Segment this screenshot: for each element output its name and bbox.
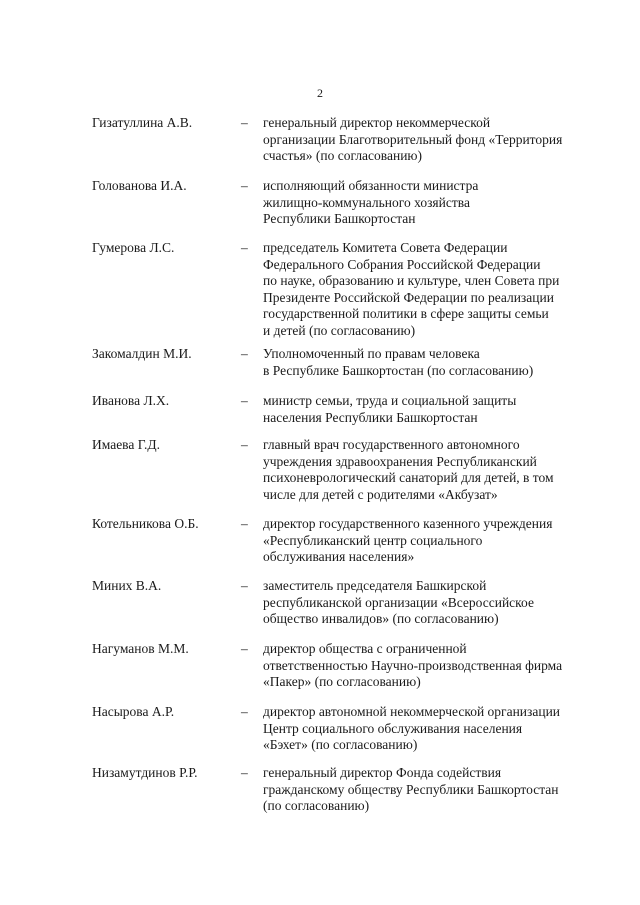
dash-separator: – xyxy=(241,178,248,193)
dash-separator: – xyxy=(241,765,248,780)
member-name: Гизатуллина А.В. xyxy=(92,115,193,130)
member-position: Уполномоченный по правам человека в Республике Башкортостан (по согласованию) xyxy=(263,346,534,378)
member-position: генеральный директор некоммерческой организации Благотворительный фонд «Территория счастья» (по согласованию) xyxy=(263,115,563,163)
member-name: Низамутдинов Р.Р. xyxy=(92,765,198,780)
member-position: министр семьи, труда и социальной защиты населения Республики Башкортостан xyxy=(263,393,517,425)
dash-separator: – xyxy=(241,393,248,408)
dash-separator: – xyxy=(241,437,248,452)
member-position: директор общества с ограниченной ответственностью Научно-производственная фирма «Пакер» (по согласованию) xyxy=(263,641,563,689)
member-position: заместитель председателя Башкирской республиканской организации «Всероссийское общество инвалидов» (по согласованию) xyxy=(263,578,534,626)
dash-separator: – xyxy=(241,346,248,361)
dash-separator: – xyxy=(241,240,248,255)
member-name: Имаева Г.Д. xyxy=(92,437,160,452)
dash-separator: – xyxy=(241,704,248,719)
member-name: Миних В.А. xyxy=(92,578,162,593)
member-name: Гумерова Л.С. xyxy=(92,240,175,255)
member-position: исполняющий обязанности министра жилищно-коммунального хозяйства Республики Башкортостан xyxy=(263,178,479,226)
member-position: председатель Комитета Совета Федерации Федерального Собрания Российской Федерации по науке, образованию и культуре, член Совета при Президенте Российской Федерации по реализации государственной политики в сфере защиты семьи и детей (по согласованию) xyxy=(263,240,560,338)
member-name: Голованова И.А. xyxy=(92,178,187,193)
member-name: Нагуманов М.М. xyxy=(92,641,189,656)
member-name: Иванова Л.Х. xyxy=(92,393,170,408)
dash-separator: – xyxy=(241,578,248,593)
dash-separator: – xyxy=(241,115,248,130)
member-position: директор автономной некоммерческой организации Центр социального обслуживания населения «Бэхет» (по согласованию) xyxy=(263,704,561,752)
member-name: Закомалдин М.И. xyxy=(92,346,192,361)
member-position: главный врач государственного автономного учреждения здравоохранения Республиканский психоневрологический санаторий для детей, в том числе для детей с родителями «Акбузат» xyxy=(263,437,554,502)
member-position: директор государственного казенного учреждения «Республиканский центр социального обслуживания населения» xyxy=(263,516,553,564)
dash-separator: – xyxy=(241,641,248,656)
dash-separator: – xyxy=(241,516,248,531)
member-name: Котельникова О.Б. xyxy=(92,516,199,531)
member-name: Насырова А.Р. xyxy=(92,704,175,719)
member-position: генеральный директор Фонда содействия гражданскому обществу Республики Башкортостан (по согласованию) xyxy=(263,765,559,813)
page-number: 2 xyxy=(317,86,323,100)
